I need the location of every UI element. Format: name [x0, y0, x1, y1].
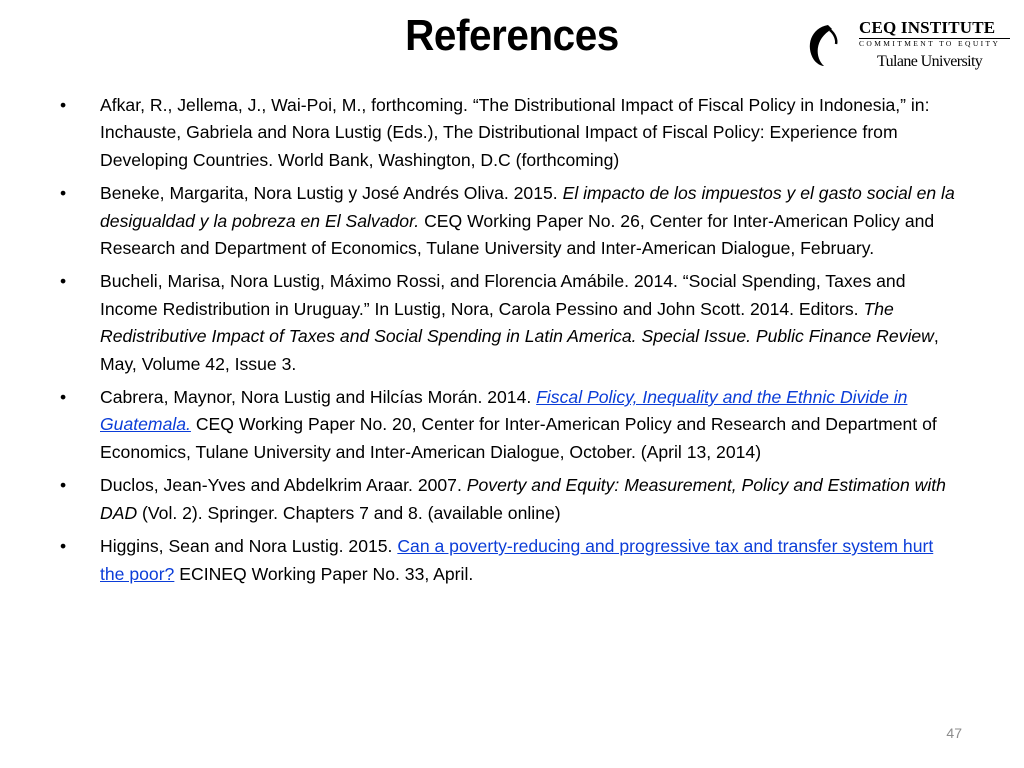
- ceq-logo: [802, 18, 1012, 74]
- reference-text: Cabrera, Maynor, Nora Lustig and Hilcías Morán. 2014.: [100, 387, 537, 408]
- reference-text: Beneke, Margarita, Nora Lustig y José Andrés Oliva. 2015.: [100, 183, 563, 204]
- logo-institute-name: CEQ INSTITUTE: [859, 18, 996, 37]
- ceq-swoosh-icon: [802, 22, 852, 68]
- reference-item: [58, 533, 958, 588]
- reference-title: El impacto de los impuestos y el gasto social en la desigualdad y la pobreza en El Salvador.: [100, 183, 955, 231]
- reference-text: Higgins, Sean and Nora Lustig. 2015.: [100, 536, 398, 557]
- reference-text: Afkar, R., Jellema, J., Wai-Poi, M., forthcoming. “The Distributional Impact of Fiscal Policy in Indonesia,” in: Inchauste, Gabriela and Nora Lustig (Eds.), The Distributional Impact of Fiscal Policy: Experience from Developing Countries. World Bank, Washington, D.C (forthcoming): [100, 95, 930, 170]
- reference-text: CEQ Working Paper No. 20, Center for Inter-American Policy and Research and Department of Economics, Tulane University and Inter-American Dialogue, October. (April 13, 2014): [100, 414, 937, 462]
- page-number: 47: [946, 725, 962, 741]
- reference-text: , May, Volume 42, Issue 3.: [100, 326, 939, 374]
- logo-tagline: COMMITMENT TO EQUITY: [859, 39, 1001, 48]
- reference-item: [58, 472, 958, 527]
- reference-list: [58, 92, 958, 594]
- logo-university: Tulane University: [877, 53, 983, 70]
- reference-link-text[interactable]: Fiscal Policy, Inequality and the Ethnic Divide in Guatemala.: [100, 387, 908, 435]
- reference-item: [58, 268, 958, 378]
- reference-title: The Redistributive Impact of Taxes and Social Spending in Latin America. Special Issue. Public Finance Review: [100, 298, 934, 347]
- reference-text: Duclos, Jean-Yves and Abdelkrim Araar. 2007.: [100, 475, 467, 496]
- reference-text: ECINEQ Working Paper No. 33, April.: [174, 563, 474, 584]
- reference-item: [58, 180, 958, 262]
- slide-title: References: [405, 11, 619, 60]
- reference-text: CEQ Working Paper No. 26, Center for Inter-American Policy and Research and Department of Economics, Tulane University and Inter-American Dialogue, February.: [100, 210, 935, 259]
- reference-text: (Vol. 2). Springer. Chapters 7 and 8. (available online): [137, 502, 561, 523]
- reference-title: Poverty and Equity: Measurement, Policy and Estimation with DAD: [100, 475, 946, 523]
- reference-link-poverty[interactable]: Can a poverty-reducing and progressive tax and transfer system hurt the poor?: [100, 536, 934, 584]
- reference-text: Bucheli, Marisa, Nora Lustig, Máximo Rossi, and Florencia Amábile. 2014. “Social Spending, Taxes and Income Redistribution in Uruguay.” In Lustig, Nora, Carola Pessino and John Scott. 2014. Editors.: [100, 271, 906, 319]
- reference-item: [58, 384, 958, 466]
- reference-item: [58, 92, 958, 174]
